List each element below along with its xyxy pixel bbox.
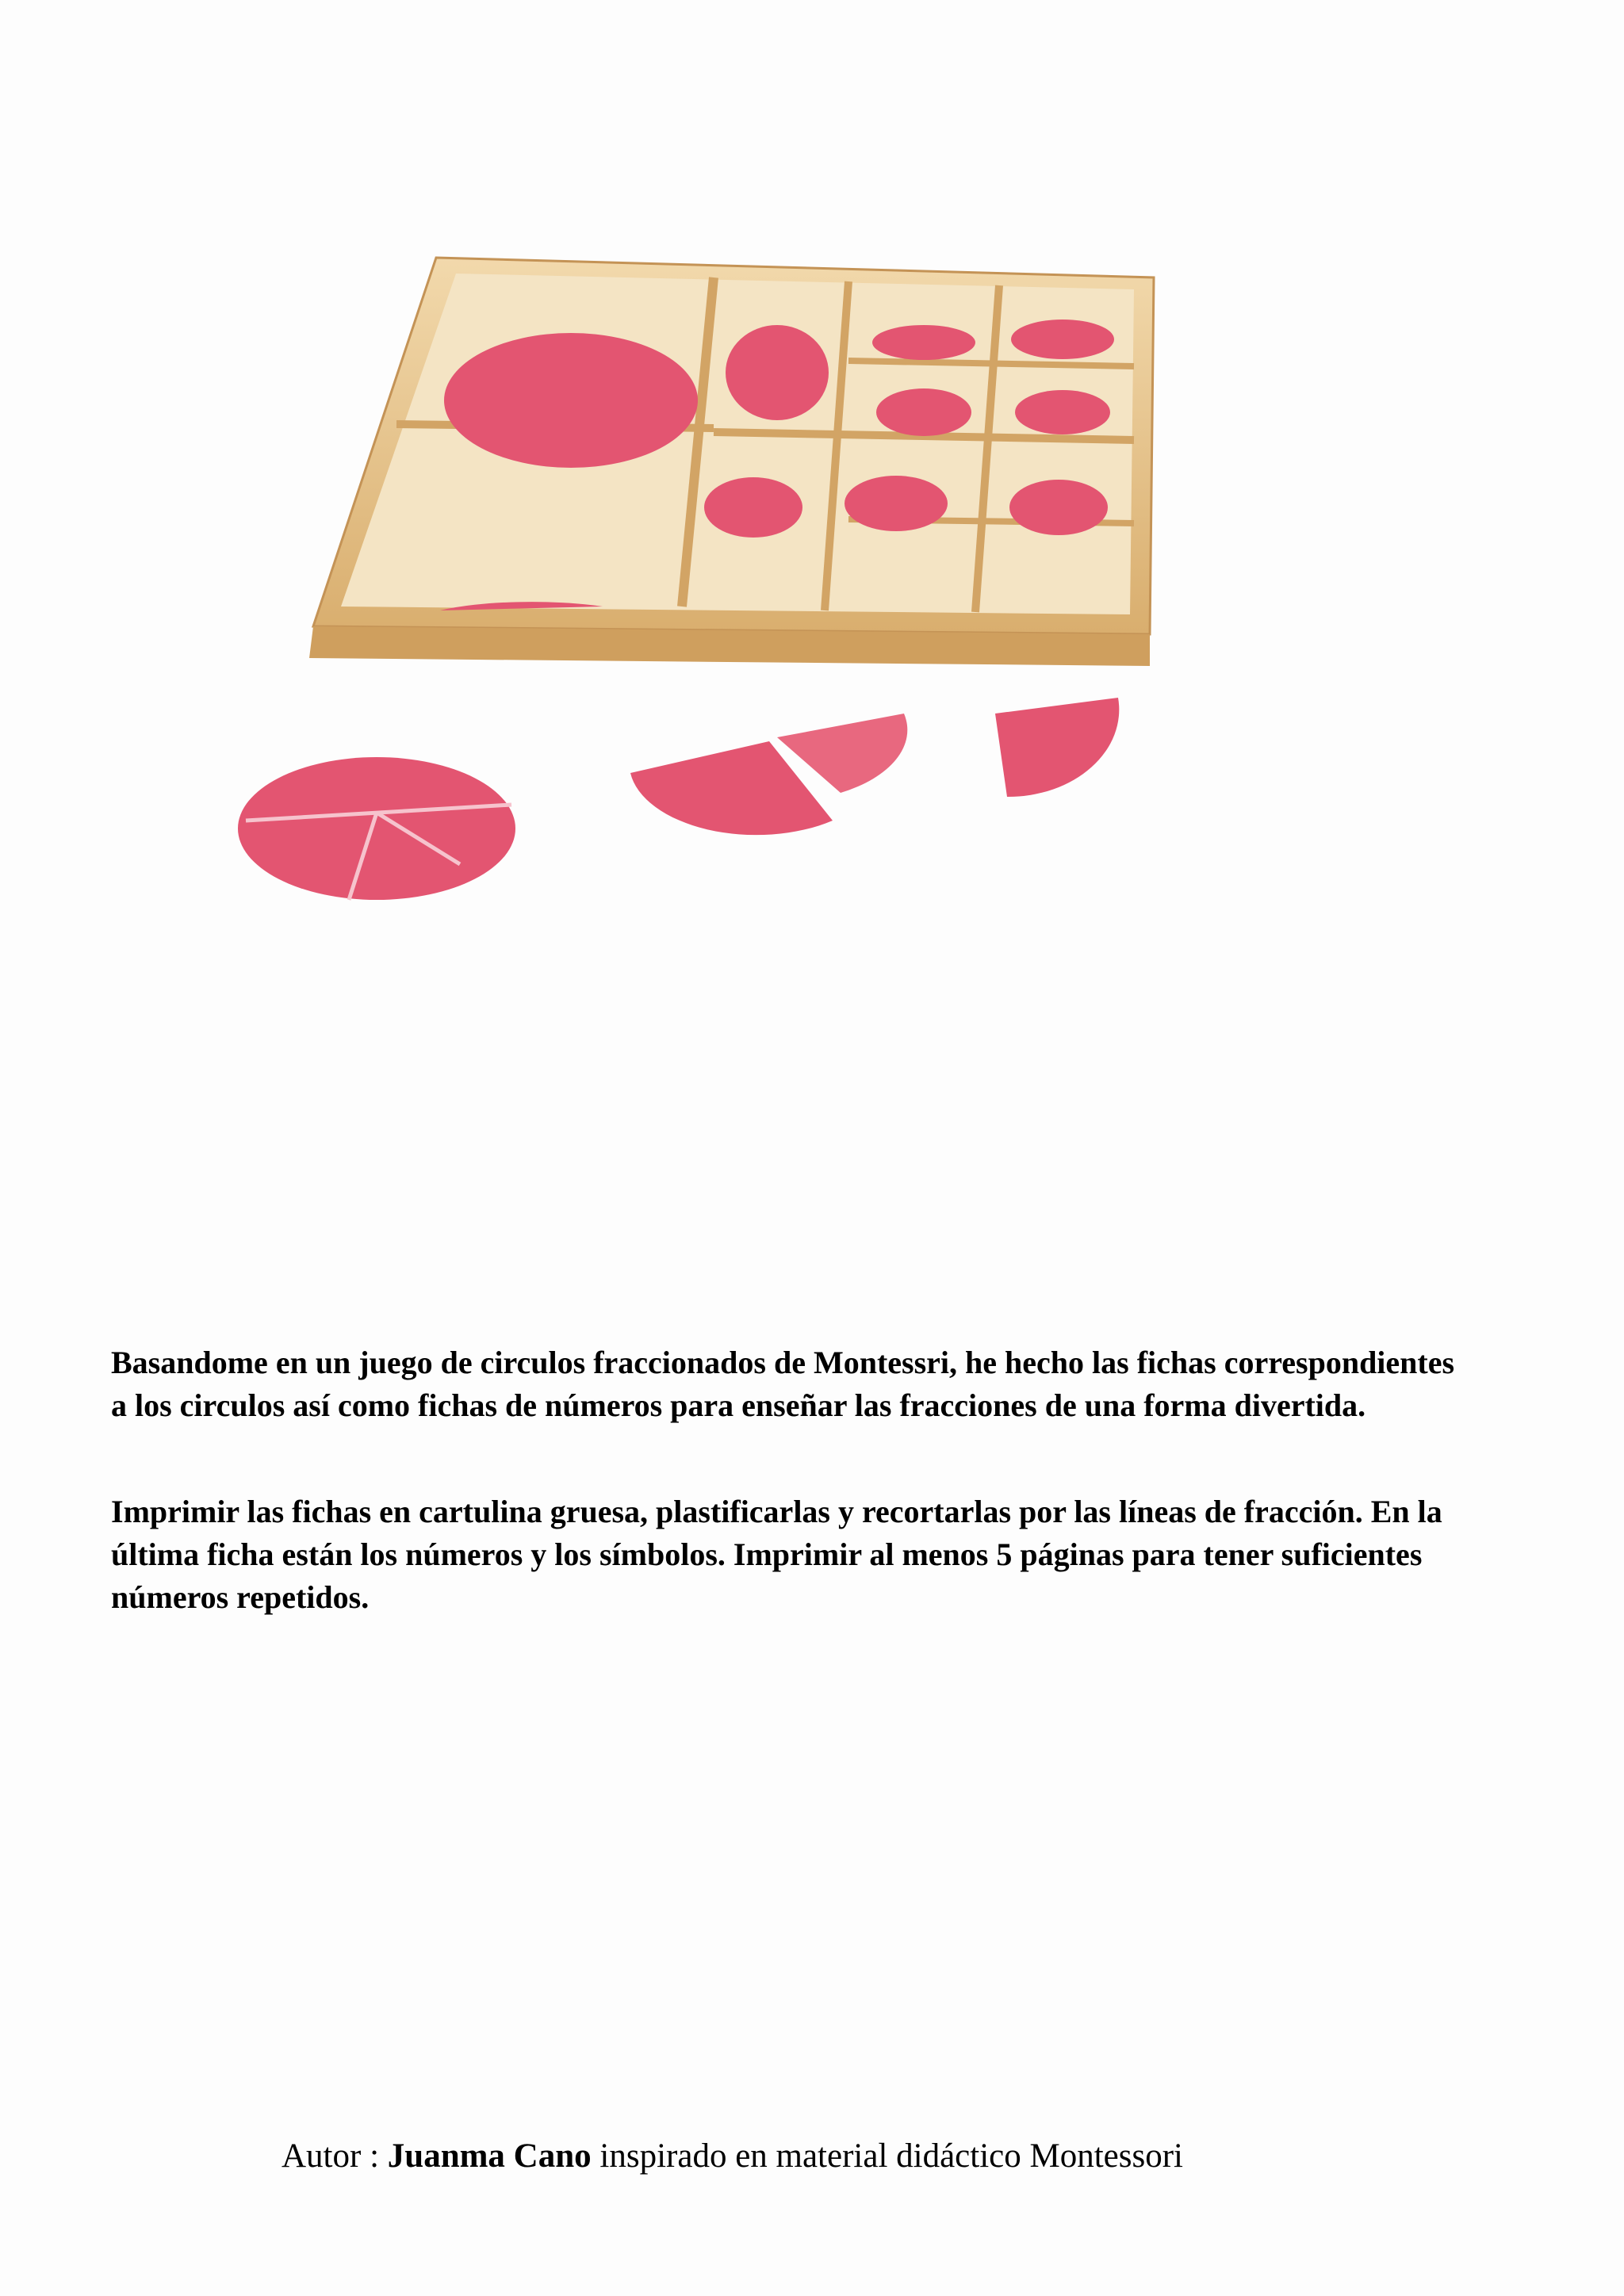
author-credit — [282, 2134, 1183, 2179]
montessori-fraction-circles-photo — [198, 159, 1229, 928]
author-name: Juanma Cano — [387, 2137, 592, 2175]
author-suffix: inspirado en material didáctico Montessori — [591, 2137, 1183, 2175]
wooden-tray — [309, 258, 1154, 666]
instructions-paragraph: Imprimir las fichas en cartulina gruesa, plastificarlas y recortarlas por las líneas de fracción. En la última ficha están los números y los símbolos. Imprimir al menos 5 páginas para tener suficientes números repetidos. — [111, 1494, 1442, 1615]
author-prefix: Autor : — [282, 2137, 388, 2175]
intro-paragraph: Basandome en un juego de circulos fraccionados de Montessri, he hecho las fichas correspondientes a los circulos así como fichas de números para enseñar las fracciones de una forma divertida. — [111, 1345, 1455, 1423]
loose-fraction-pieces — [238, 698, 1119, 900]
